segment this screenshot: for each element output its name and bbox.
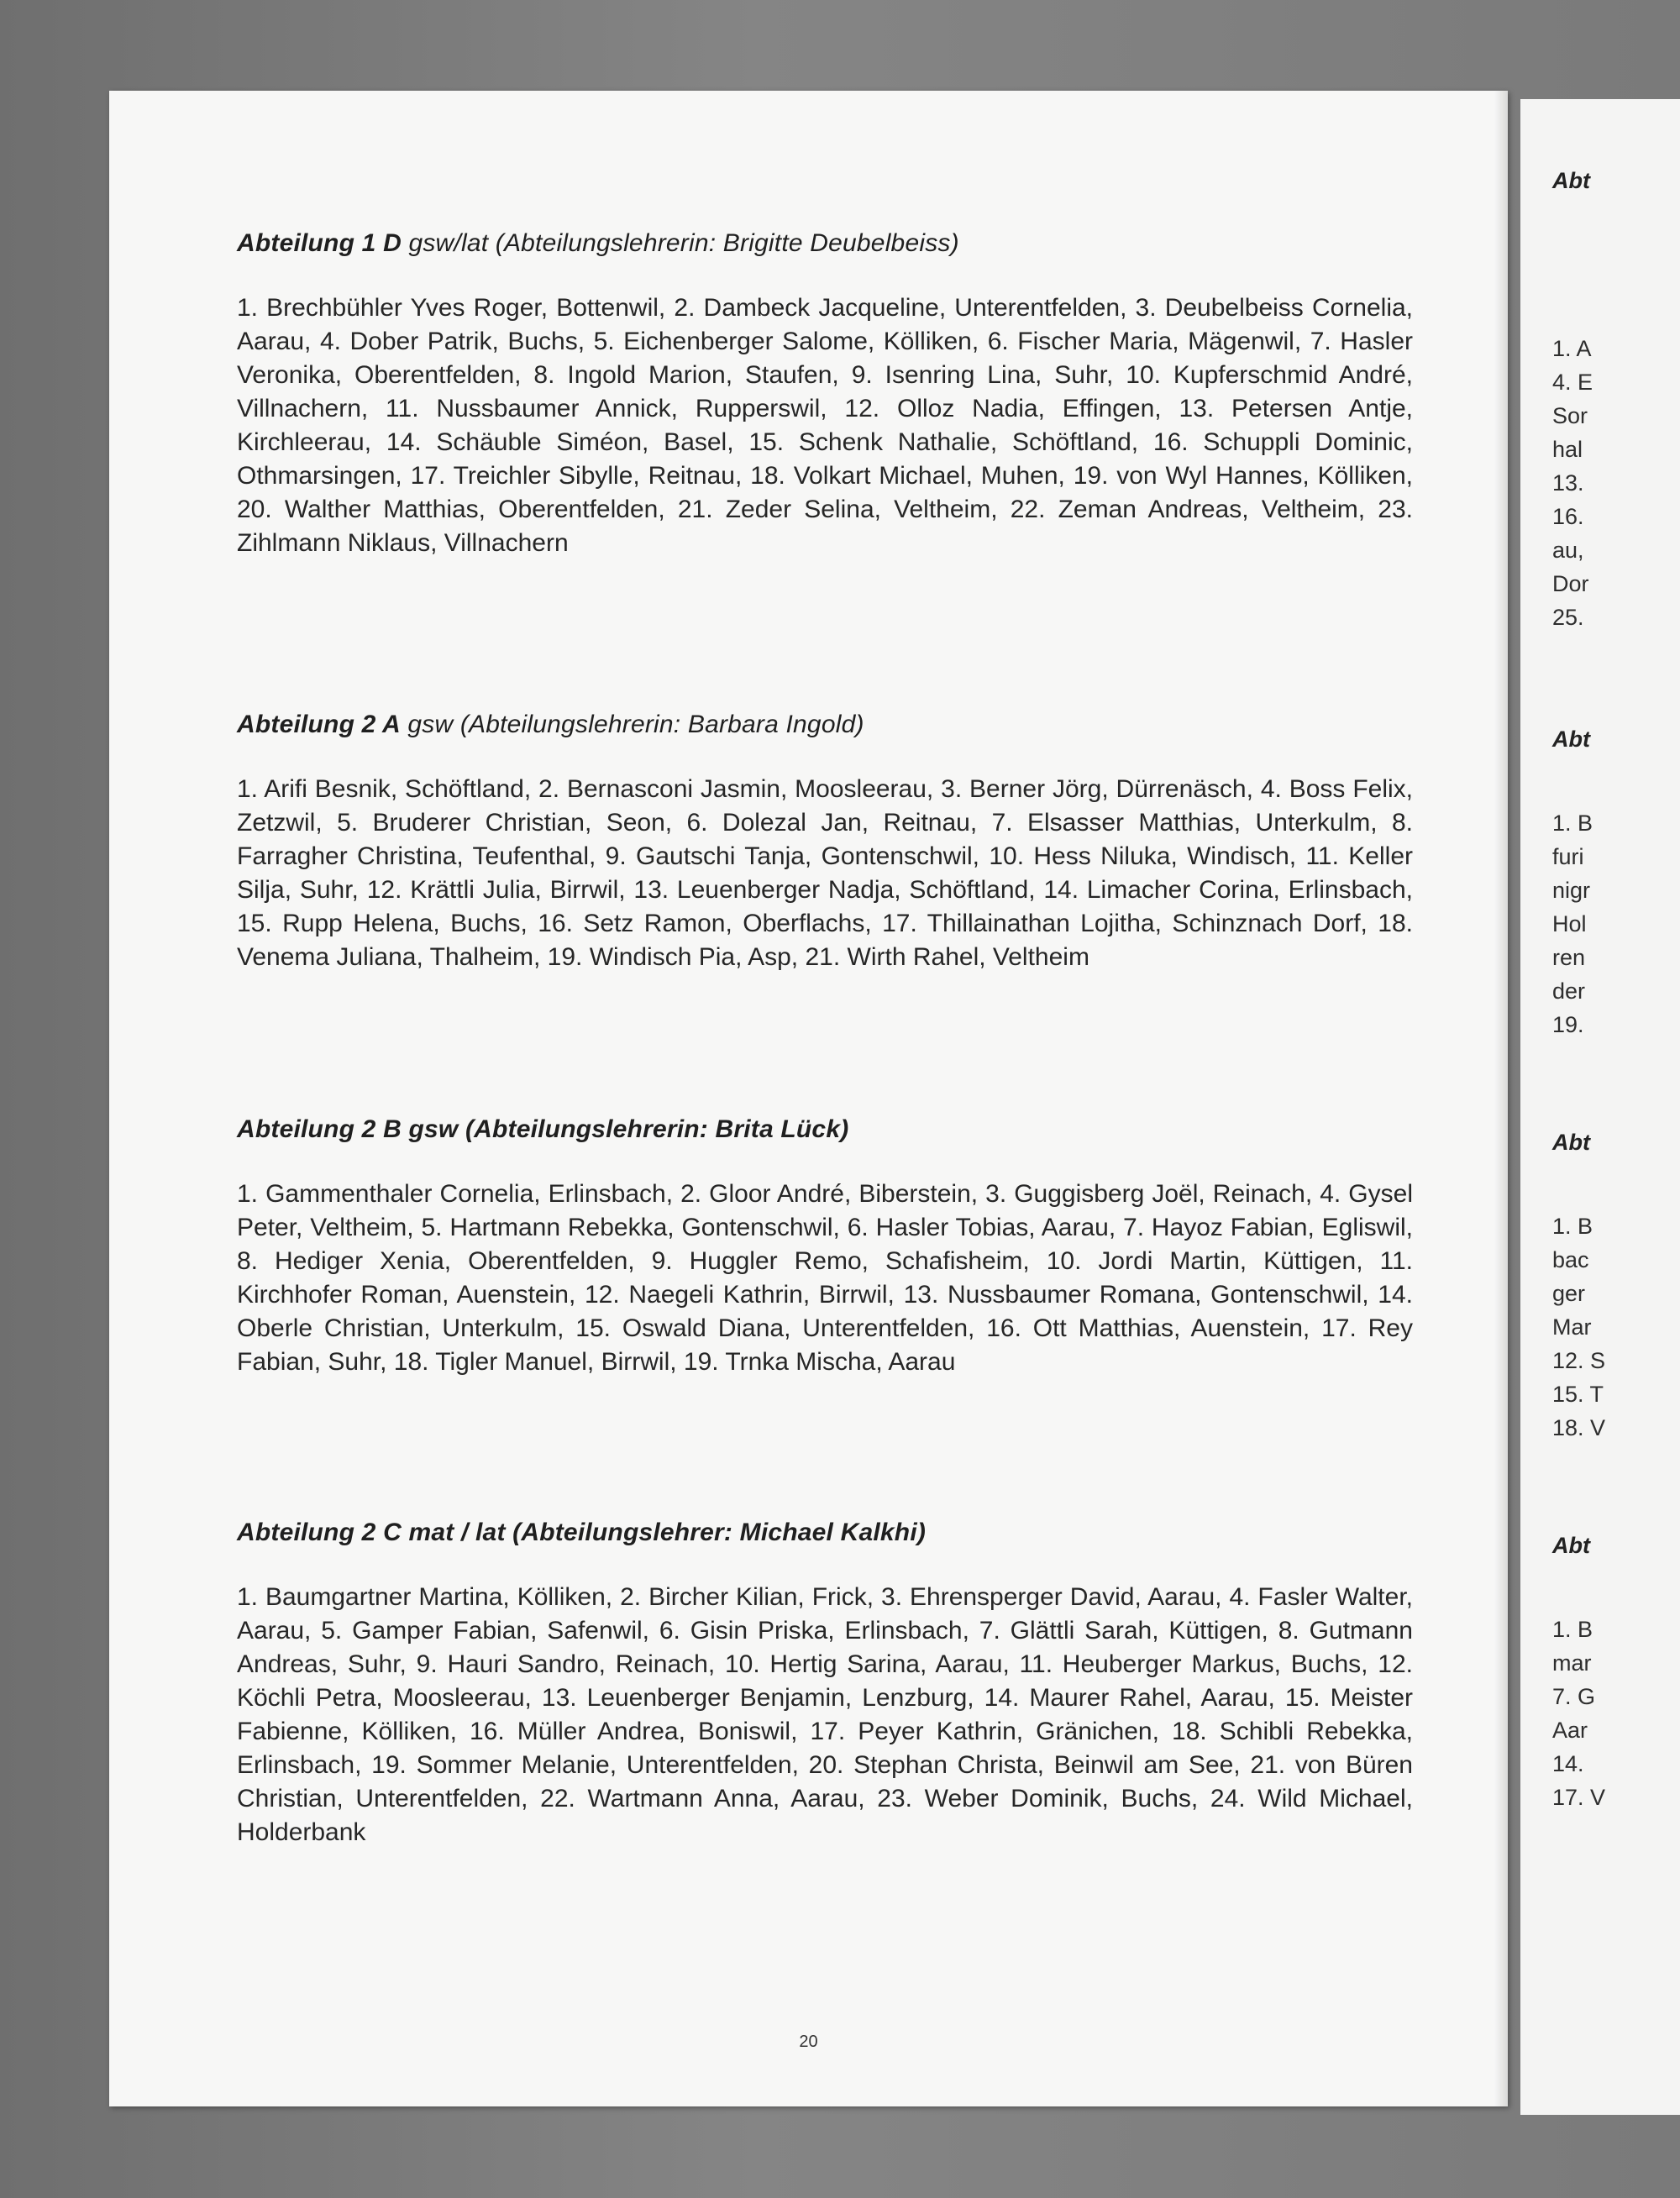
student-list: 1. Brechbühler Yves Roger, Bottenwil, 2. Dambeck Jacqueline, Unterentfelden, 3. Deubelbeiss Cornelia, Aarau, 4. Dober Patrik, Buchs, 5. Eichenberger Salome, Kölliken, 6. Fischer Maria, Mägenwil, 7. Hasler Veronika, Oberentfelden, 8. Ingold Marion, Staufen, 9. Isenring Lina, Suhr, 10. Kupferschmid André, Villnachern, 11. Nussbaumer Annick, Rupperswil, 12. Olloz Nadia, Effingen, 13. Petersen Antje, Kirchleerau, 14. Schäuble Siméon, Basel, 15. Schenk Nathalie, Schöftland, 16. Schuppli Dominic, Othmarsingen, 17. Treichler Sibylle, Reitnau, 18. Volkart Michael, Muhen, 19. von Wyl Hannes, Kölliken, 20. Walther Matthias, Oberentfelden, 21. Zeder Selina, Veltheim, 22. Zeman Andreas, Veltheim, 23. Zihlmann Niklaus, Villnachern	[237, 294, 1413, 557]
adjacent-page-text-fragment: ren	[1552, 945, 1586, 970]
student-list: 1. Arifi Besnik, Schöftland, 2. Bernasconi Jasmin, Moosleerau, 3. Berner Jörg, Dürrenäsch, 4. Boss Felix, Zetzwil, 5. Bruderer Christian, Seon, 6. Dolezal Jan, Reitnau, 7. Elsasser Matthias, Unterkulm, 8. Farragher Christina, Teufenthal, 9. Gautschi Tanja, Gontenschwil, 10. Hess Niluka, Windisch, 11. Keller Silja, Suhr, 12. Krättli Julia, Birrwil, 13. Leuenberger Nadja, Schöftland, 14. Limacher Corina, Erlinsbach, 15. Rupp Helena, Buchs, 16. Setz Ramon, Oberflachs, 17. Thillainathan Lojitha, Schinznach Dorf, 18. Venema Juliana, Thalheim, 19. Windisch Pia, Asp, 21. Wirth Rahel, Veltheim	[237, 775, 1413, 971]
section-abteilung-1d	[237, 229, 1413, 560]
adjacent-page-text-fragment: 15. T	[1552, 1382, 1604, 1407]
student-list: 1. Baumgartner Martina, Kölliken, 2. Bircher Kilian, Frick, 3. Ehrensperger David, Aarau, 4. Fasler Walter, Aarau, 5. Gamper Fabian, Safenwil, 6. Gisin Priska, Erlinsbach, 7. Glättli Sarah, Küttigen, 8. Gutmann Andreas, Suhr, 9. Hauri Sandro, Reinach, 10. Hertig Sarina, Aarau, 11. Heuberger Markus, Buchs, 12. Köchli Petra, Moosleerau, 13. Leuenberger Benjamin, Lenzburg, 14. Maurer Rahel, Aarau, 15. Meister Fabienne, Kölliken, 16. Müller Andrea, Boniswil, 17. Peyer Kathrin, Gränichen, 18. Schibli Rebekka, Erlinsbach, 19. Sommer Melanie, Unterentfelden, 20. Stephan Christa, Beinwil am See, 21. von Büren Christian, Unterentfelden, 22. Wartmann Anna, Aarau, 23. Weber Dominik, Buchs, 24. Wild Michael, Holderbank	[237, 1583, 1413, 1846]
section-abteilung-2c	[237, 1519, 1413, 1849]
heading-rest: gsw (Abteilungslehrerin: Barbara Ingold)	[400, 711, 864, 738]
adjacent-page-text-fragment: ger	[1552, 1281, 1586, 1306]
adjacent-page-edge	[1520, 99, 1680, 2115]
heading-bold: Abteilung 1 D	[237, 229, 402, 257]
adjacent-page-heading-fragment: Abt	[1552, 1130, 1590, 1155]
section-heading	[237, 1519, 1413, 1547]
adjacent-page-text-fragment: Aar	[1552, 1718, 1588, 1743]
adjacent-page-heading-fragment: Abt	[1552, 1533, 1590, 1558]
adjacent-page-text-fragment: nigr	[1552, 878, 1591, 903]
adjacent-page-text-fragment: 14.	[1552, 1751, 1584, 1776]
adjacent-page-text-fragment: 25.	[1552, 605, 1584, 630]
adjacent-page-text-fragment: 12. S	[1552, 1348, 1606, 1373]
adjacent-page-text-fragment: 18. V	[1552, 1415, 1606, 1440]
adjacent-page-text-fragment: 19.	[1552, 1012, 1584, 1037]
section-heading	[237, 229, 1413, 258]
adjacent-page-heading-fragment: Abt	[1552, 168, 1590, 193]
section-heading	[237, 1115, 1413, 1144]
adjacent-page-text-fragment: 1. B	[1552, 810, 1593, 836]
section-heading	[237, 711, 1413, 739]
adjacent-page-text-fragment: hal	[1552, 437, 1583, 462]
adjacent-page-text-fragment: au,	[1552, 538, 1584, 563]
adjacent-page-text-fragment: furi	[1552, 844, 1584, 869]
adjacent-page-text-fragment: 1. A	[1552, 336, 1592, 361]
heading-bold: Abteilung 2 A	[237, 711, 401, 738]
document-page	[109, 91, 1508, 2106]
adjacent-page-heading-fragment: Abt	[1552, 727, 1590, 752]
section-abteilung-2a	[237, 711, 1413, 974]
adjacent-page-text-fragment: Dor	[1552, 571, 1589, 596]
section-abteilung-2b	[237, 1115, 1413, 1379]
adjacent-page-text-fragment: bac	[1552, 1247, 1589, 1272]
adjacent-page-text-fragment: 13.	[1552, 470, 1584, 496]
adjacent-page-text-fragment: Sor	[1552, 403, 1588, 428]
adjacent-page-text-fragment: Hol	[1552, 911, 1587, 936]
heading-rest: gsw/lat (Abteilungslehrerin: Brigitte Deubelbeiss)	[401, 229, 959, 257]
adjacent-page-text-fragment: 16.	[1552, 504, 1584, 529]
adjacent-page-text-fragment: 1. B	[1552, 1617, 1593, 1642]
adjacent-page-text-fragment: der	[1552, 978, 1586, 1004]
adjacent-page-text-fragment: 4. E	[1552, 370, 1593, 395]
adjacent-page-text-fragment: Mar	[1552, 1314, 1592, 1340]
page-number: 20	[799, 2033, 818, 2051]
adjacent-page-text-fragment: 17. V	[1552, 1785, 1606, 1810]
student-list: 1. Gammenthaler Cornelia, Erlinsbach, 2. Gloor André, Biberstein, 3. Guggisberg Joël, Reinach, 4. Gysel Peter, Veltheim, 5. Hartmann Rebekka, Gontenschwil, 6. Hasler Tobias, Aarau, 7. Hayoz Fabian, Egliswil, 8. Hediger Xenia, Oberentfelden, 9. Huggler Remo, Schafisheim, 10. Jordi Martin, Küttigen, 11. Kirchhofer Roman, Auenstein, 12. Naegeli Kathrin, Birrwil, 13. Nussbaumer Romana, Gontenschwil, 14. Oberle Christian, Unterkulm, 15. Oswald Diana, Unterentfelden, 16. Ott Matthias, Auenstein, 17. Rey Fabian, Suhr, 18. Tigler Manuel, Birrwil, 19. Trnka Mischa, Aarau	[237, 1180, 1413, 1376]
adjacent-page-text-fragment: 7. G	[1552, 1684, 1596, 1709]
heading-bold: Abteilung 2 B gsw (Abteilungslehrerin: Brita Lück)	[237, 1115, 849, 1143]
adjacent-page-text-fragment: mar	[1552, 1650, 1592, 1676]
heading-bold: Abteilung 2 C mat / lat (Abteilungslehrer: Michael Kalkhi)	[237, 1519, 927, 1546]
adjacent-page-text-fragment: 1. B	[1552, 1214, 1593, 1239]
